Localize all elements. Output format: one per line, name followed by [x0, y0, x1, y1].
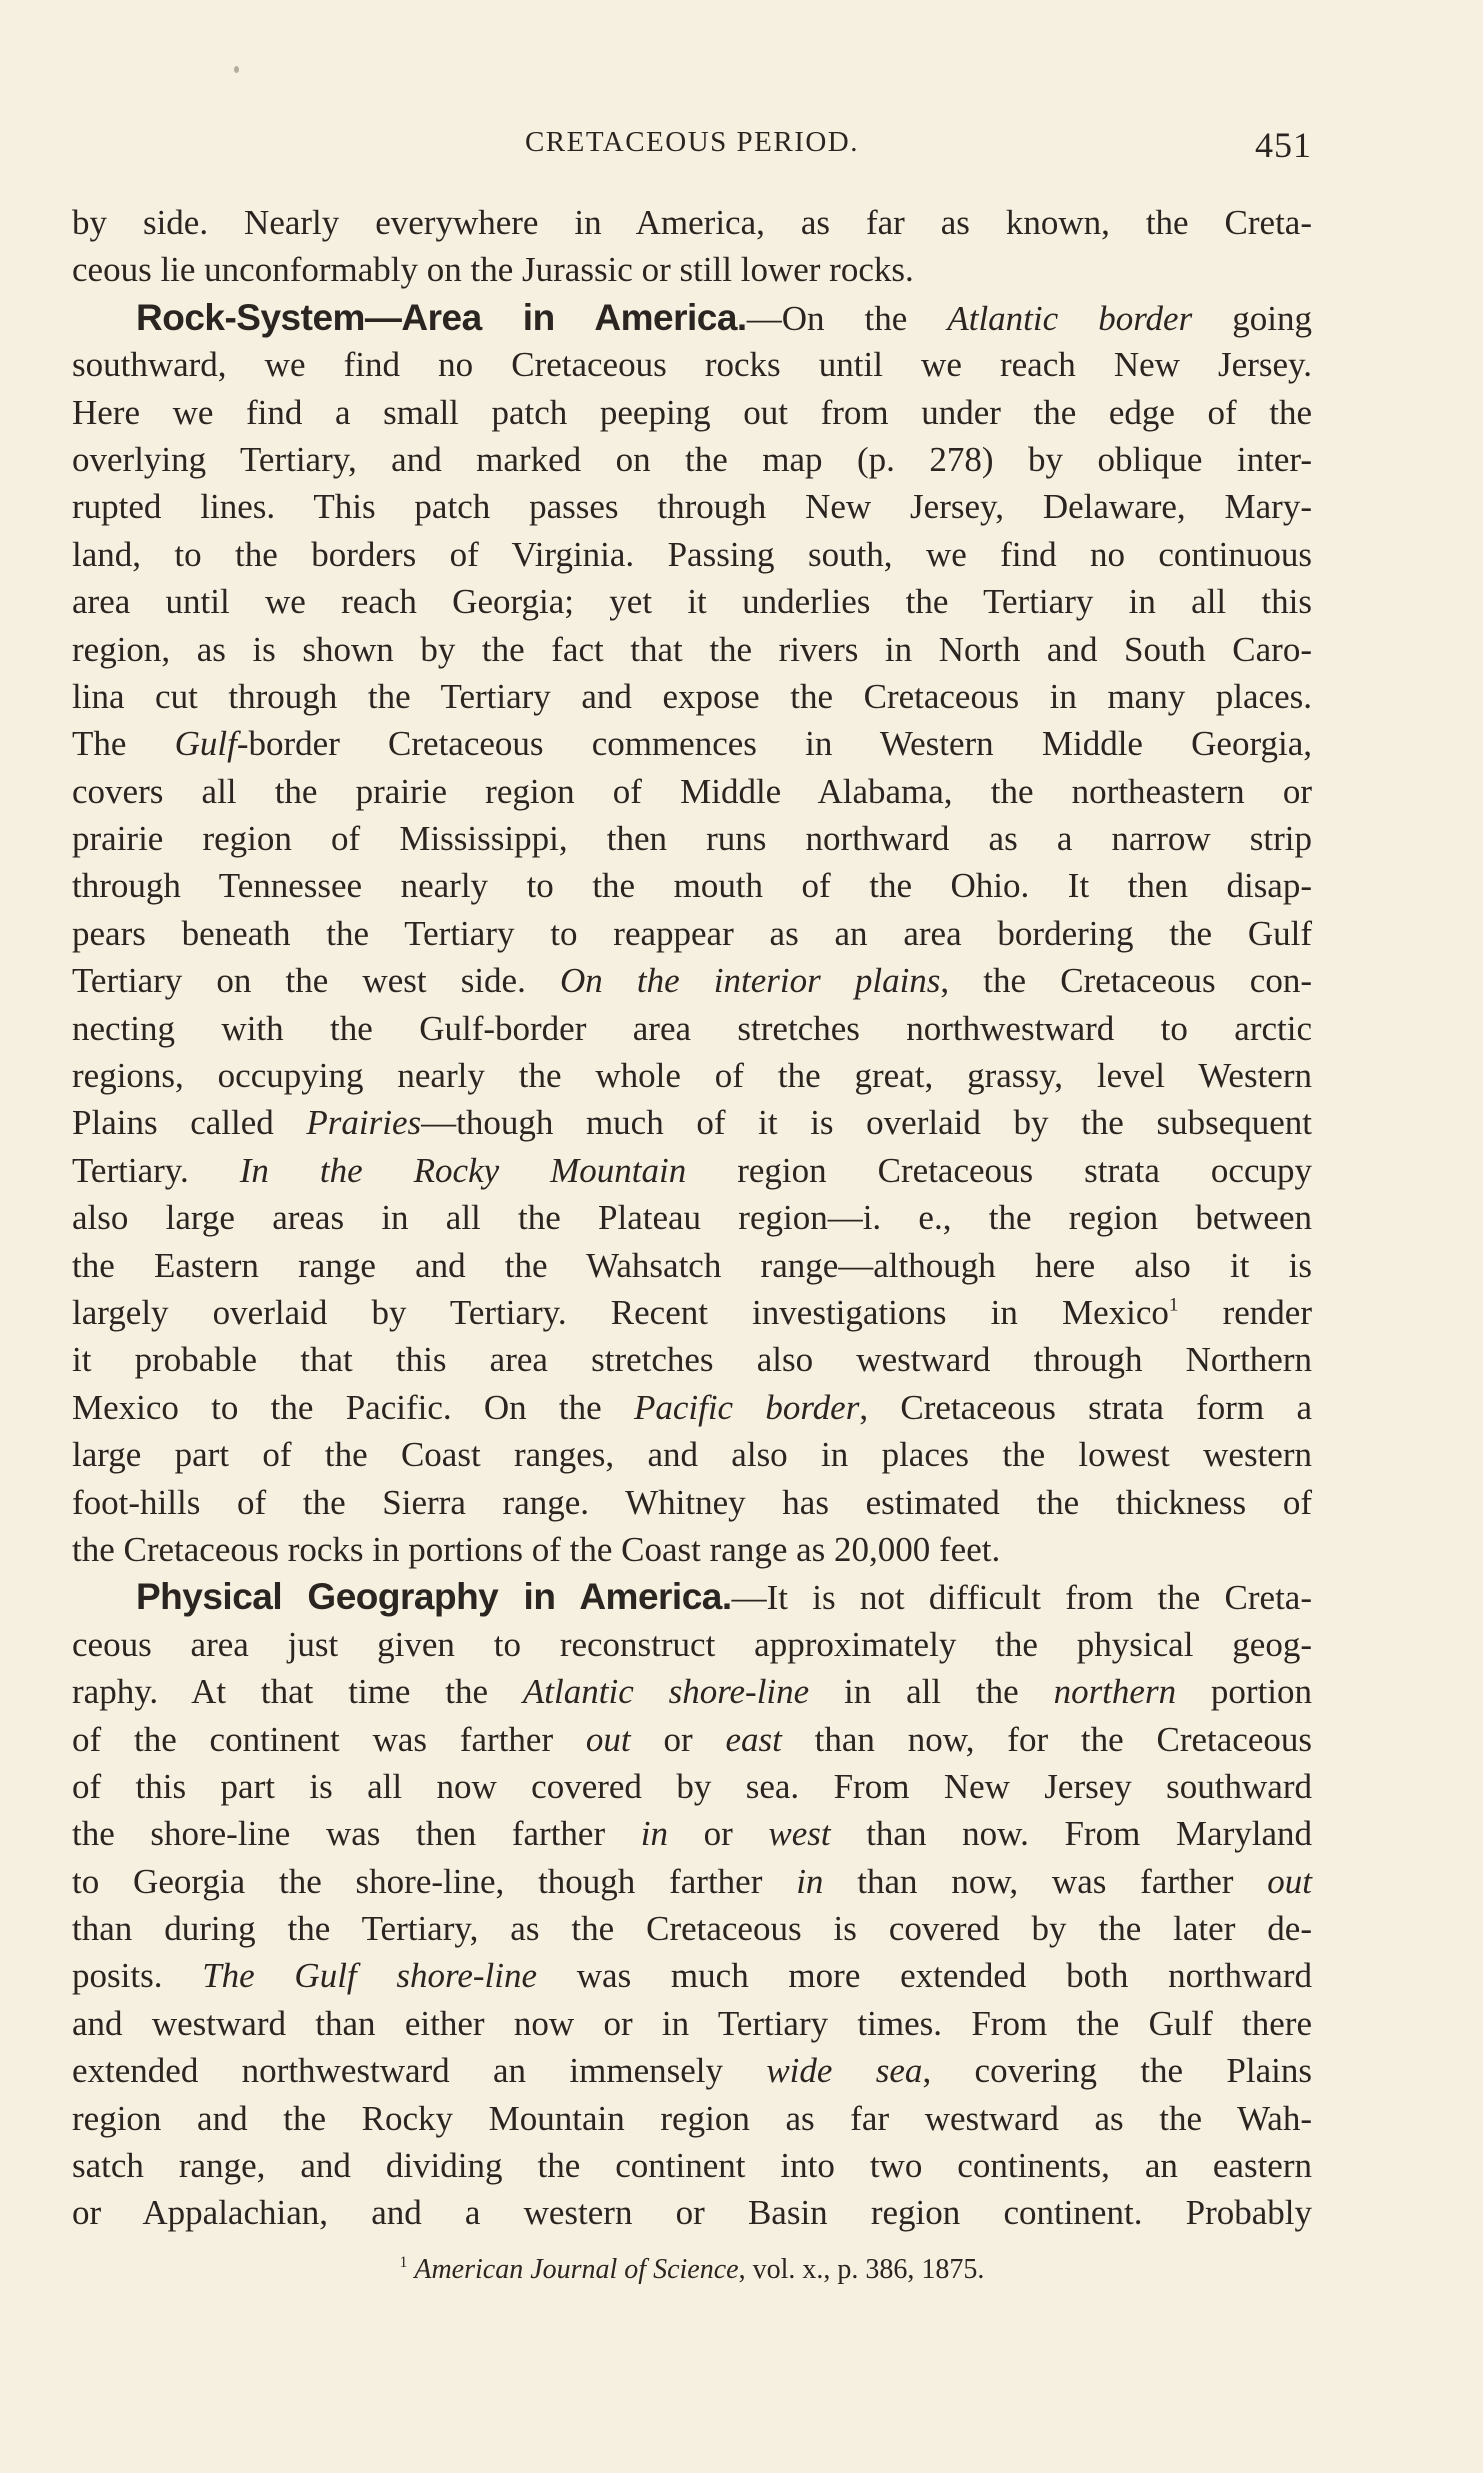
section-heading-physical-geography: Physical Geography in America. [136, 1576, 732, 1618]
text-line: the Eastern range and the Wahsatch range—although here also it is [72, 1245, 1312, 1285]
footnote-marker: 1 [399, 2254, 408, 2272]
text-line: extended northwestward an immensely wide sea, covering the Plains [72, 2051, 1312, 2091]
text-line: region and the Rocky Mountain region as far westward as the Wah- [72, 2098, 1312, 2138]
text-line: the Cretaceous rocks in portions of the Coast range as 20,000 feet. [72, 1529, 1001, 1569]
text-line: it probable that this area stretches also westward through Northern [72, 1340, 1312, 1380]
text-line: and westward than either now or in Tertiary times. From the Gulf there [72, 2003, 1312, 2043]
text-line: large part of the Coast ranges, and also in places the lowest western [72, 1435, 1312, 1475]
text-line: than during the Tertiary, as the Cretaceous is covered by the later de- [72, 1909, 1312, 1949]
body-text [72, 199, 1312, 2237]
text-line: covers all the prairie region of Middle Alabama, the northeastern or [72, 771, 1312, 811]
running-head [72, 118, 1312, 174]
text-line: regions, occupying nearly the whole of the great, grassy, level Western [72, 1056, 1312, 1096]
text-line: region, as is shown by the fact that the rivers in North and South Caro- [72, 629, 1312, 669]
text-line: of the continent was farther out or east than now, for the Cretaceous [72, 1719, 1312, 1759]
text-line: land, to the borders of Virginia. Passing south, we find no continuous [72, 534, 1312, 574]
text-line: posits. The Gulf shore-line was much more extended both northward [72, 1956, 1312, 1996]
text-line: Here we find a small patch peeping out from under the edge of the [72, 392, 1312, 432]
text-line: Plains called Prairies—though much of it is overlaid by the subsequent [72, 1103, 1312, 1143]
paper-speck [234, 66, 239, 73]
text-line: area until we reach Georgia; yet it underlies the Tertiary in all this [72, 582, 1312, 622]
page-number: 451 [1255, 125, 1312, 165]
text-line: Tertiary on the west side. On the interior plains, the Cretaceous con- [72, 961, 1312, 1001]
footnote-reference: 1 [1168, 1294, 1179, 1316]
text-line: prairie region of Mississippi, then runs northward as a narrow strip [72, 819, 1312, 859]
text-line: of this part is all now covered by sea. From New Jersey southward [72, 1766, 1312, 1806]
text-line: ceous area just given to reconstruct approximately the physical geog- [72, 1624, 1312, 1664]
text-line: Tertiary. In the Rocky Mountain region Cretaceous strata occupy [72, 1150, 1312, 1190]
text-line: lina cut through the Tertiary and expose the Cretaceous in many places. [72, 676, 1312, 716]
text-line: The Gulf-border Cretaceous commences in Western Middle Georgia, [72, 724, 1312, 764]
footnote-journal: American Journal of Science [414, 2254, 739, 2285]
text-line: raphy. At that time the Atlantic shore-line in all the northern portion [72, 1672, 1313, 1712]
running-title: CRETACEOUS PERIOD. [524, 126, 860, 158]
text-line: the shore-line was then farther in or west than now. From Maryland [72, 1814, 1312, 1854]
section-line-physical-geography: Physical Geography in America.—It is not difficult from the Creta- [136, 1576, 1312, 1618]
text-line: through Tennessee nearly to the mouth of the Ohio. It then disap- [72, 866, 1312, 906]
text-line: rupted lines. This patch passes through New Jersey, Delaware, Mary- [72, 487, 1312, 527]
text-line: also large areas in all the Plateau region—i. e., the region between [72, 1198, 1312, 1238]
text-line: overlying Tertiary, and marked on the map (p. 278) by oblique inter- [72, 439, 1312, 479]
text-line: satch range, and dividing the continent into two continents, an eastern [72, 2146, 1312, 2186]
text-line: necting with the Gulf-border area stretches northwestward to arctic [72, 1008, 1312, 1048]
text-line: ceous lie unconformably on the Jurassic or still lower rocks. [72, 250, 914, 290]
text-line: by side. Nearly everywhere in America, as far as known, the Creta- [72, 203, 1312, 242]
footnote [72, 2250, 1312, 2290]
text-line: or Appalachian, and a western or Basin region continent. Probably [72, 2193, 1312, 2233]
footnote-citation: , vol. x., p. 386, 1875. [738, 2254, 985, 2285]
text-line: southward, we find no Cretaceous rocks until we reach New Jersey. [72, 345, 1312, 385]
text-line: largely overlaid by Tertiary. Recent investigations in Mexico$^1$ render [72, 1292, 1312, 1332]
section-line-rock-system: Rock-System—Area in America.—On the Atlantic border going [136, 296, 1312, 338]
text-line: foot-hills of the Sierra range. Whitney has estimated the thickness of [72, 1482, 1312, 1522]
text-line: pears beneath the Tertiary to reappear as an area bordering the Gulf [72, 913, 1312, 953]
text-line: Mexico to the Pacific. On the Pacific border, Cretaceous strata form a [72, 1387, 1312, 1427]
section-heading-rock-system: Rock-System—Area in America. [136, 296, 747, 338]
text-line: to Georgia the shore-line, though farther in than now, was farther out [72, 1861, 1312, 1901]
